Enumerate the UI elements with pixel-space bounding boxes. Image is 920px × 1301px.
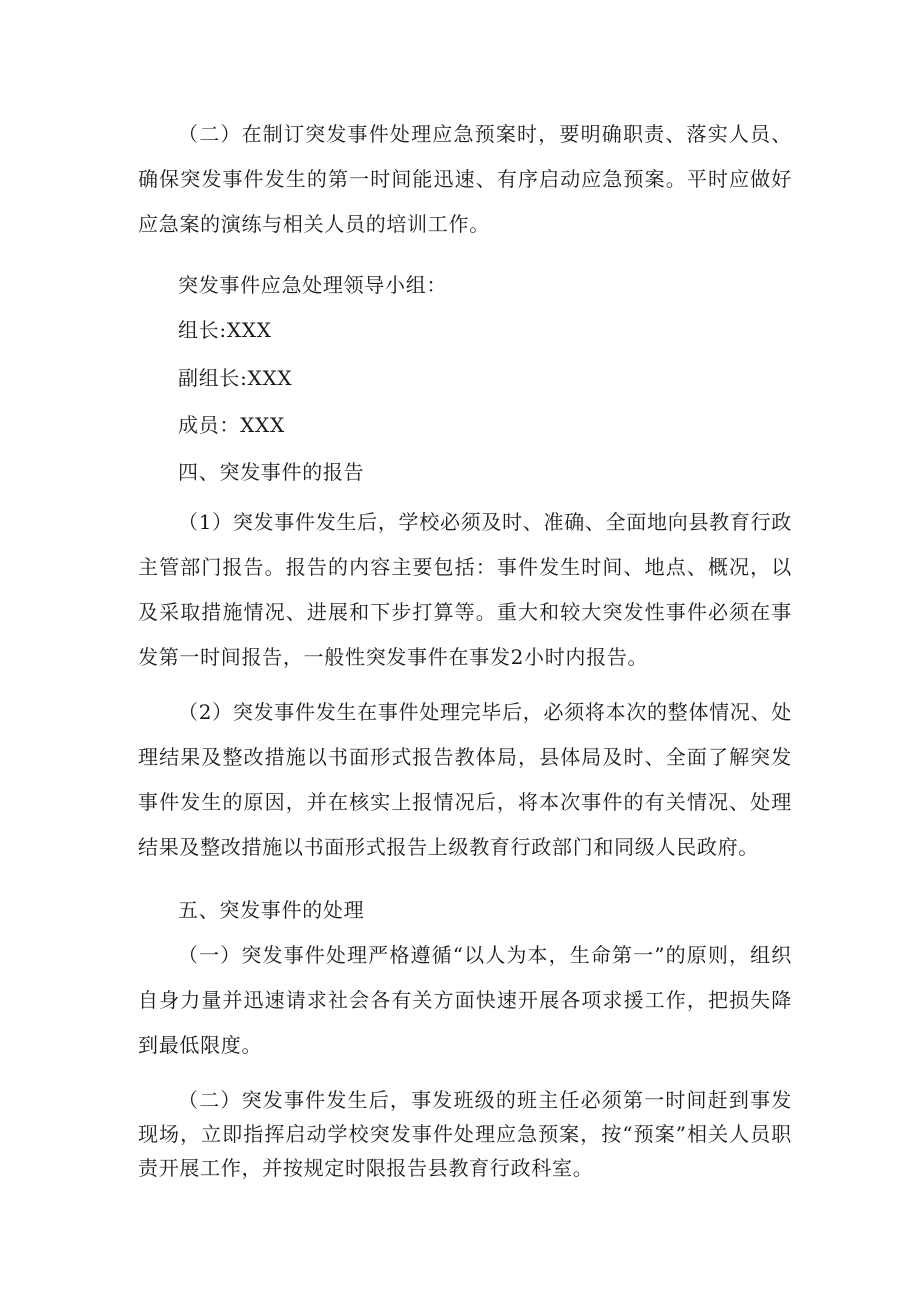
members-line: 成员：XXX xyxy=(178,413,285,437)
paragraph-emergency-plan: （二）在制订突发事件处理应急预案时，要明确职责、落实人员、确保突发事件发生的第一时间能迅速、有序启动应急预案。平时应做好应急案的演练与相关人员的培训工作。 xyxy=(138,122,792,236)
paragraph-report-1: （1）突发事件发生后，学校必须及时、准确、全面地向县教育行政主管部门报告。报告的内容主要包括：事件发生时间、地点、概况，以及采取措施情况、进展和下步打算等。重大和较大突发性事件必须在事发第一时间报告，一般性突发事件在事发2小时内报告。 xyxy=(138,510,792,669)
paragraph-handling-1: （一）突发事件处理严格遵循“以人为本，生命第一”的原则，组织自身力量并迅速请求社会各有关方面快速开展各项求援工作，把损失降到最低限度。 xyxy=(138,943,792,1057)
paragraph-report-2: （2）突发事件发生在事件处理完毕后，必须将本次的整体情况、处理结果及整改措施以书面形式报告教体局，县体局及时、全面了解突发事件发生的原因，并在核实上报情况后，将本次事件的有关情况、处理结果及整改措施以书面形式报告上级教育行政部门和同级人民政府。 xyxy=(138,700,792,859)
deputy-leader-line: 副组长:XXX xyxy=(178,366,293,390)
paragraph-handling-2: （二）突发事件发生后，事发班级的班主任必须第一时间赶到事发现场，立即指挥启动学校突发事件处理应急预案，按“预案”相关人员职责开展工作，并按规定时限报告县教育行政科室。 xyxy=(138,1088,792,1180)
leader-group-title: 突发事件应急处理领导小组： xyxy=(178,273,448,297)
section-heading-reporting: 四、突发事件的报告 xyxy=(178,460,365,484)
section-heading-handling: 五、突发事件的处理 xyxy=(178,898,365,922)
leader-line: 组长:XXX xyxy=(178,318,272,342)
